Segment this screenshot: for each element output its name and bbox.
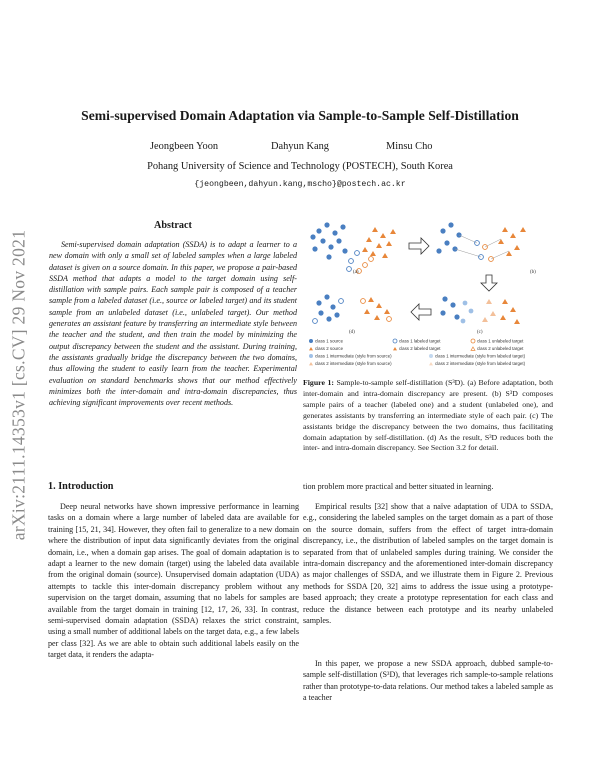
right-column-para-1 — [303, 501, 553, 626]
panel-c — [440, 296, 520, 335]
author-2: Dahyun Kang — [271, 141, 330, 152]
right-para-1: Empirical results [32] show that a naïve adaptation of UDA to SSDA, e.g., considering the labeled samples on the target domain as a part of those on the source domain, suffers from the effect of target intra-domain discrepancy, i.e., the distribution of labeled samples on the target domain is separated from that of unlabeled samples during training. We consider the intra-domain discrepancy and the aforementioned inter-domain discrepancy as major challenges of SSDA, and we illustrate them in Figure 2. Previous methods for SSDA [20, 32] aims to address the issue using a prototype-based approach; they create a prototype representation for each class and reduce the distance between each prototype and its nearby unlabeled samples. — [303, 502, 553, 626]
arxiv-stamp-text: arXiv:2111.14353v1 [cs.CV] 29 Nov 2021 — [8, 229, 29, 541]
right-column-para-2 — [303, 658, 553, 704]
right-para-2: In this paper, we propose a new SSDA approach, dubbed sample-to-sample self-distillation (S³D), that leverages rich sample-to-sample relations rather than prototype-to-data relations. Our method takes a labeled sample as a teacher — [303, 659, 553, 703]
panel-label-a: (a) — [353, 270, 359, 275]
caption-label: Figure 1: — [303, 378, 334, 387]
abstract-body — [49, 239, 297, 408]
right-column-continuation — [303, 481, 553, 492]
legend-item: class 1 intermediate (style from labeled target) — [435, 353, 526, 359]
author-1: Jeongbeen Yoon — [150, 141, 219, 152]
panel-label-d: (d) — [349, 330, 355, 335]
author-3: Minsu Cho — [386, 141, 433, 152]
legend-item: class 2 intermediate (style from labeled target) — [435, 361, 526, 366]
legend-item: class 1 unlabeled target — [477, 338, 524, 344]
intro-text: Deep neural networks have shown impressive performance in learning tasks on a domain where a large number of labeled data are available for training [15, 21, 34]. However, they often fail to generalize to a new domain where the distribution of input data significantly deviates from the original domain, i.e., when a domain gap arises. The goal of domain adaptation is to adapt a learner to the new domain (target) using the labeled data available from the original domain (source). Unsupervised domain adaptation (UDA) attempts to tackle this inter-domain discrepancy problem without any supervision on the target domain, assuming that no labels for samples are available from the target domain in training [12, 17, 26, 33]. In contrast, semi-supervised domain adaptation (SSDA) relaxes the strict constraint, using a small number of additional labels on the target data, e.g., a few labels per class [32]. As we are able to obtain such additional labels easily on the target data, it renders the adapta- — [48, 502, 299, 660]
figure-legend — [309, 339, 526, 366]
panel-b — [436, 222, 536, 275]
arrow-right-icon — [409, 238, 429, 254]
legend-item: class 1 intermediate (style from source) — [315, 353, 392, 359]
panel-label-b: (b) — [530, 270, 536, 275]
arxiv-stamp — [6, 200, 32, 570]
arrow-left-icon — [411, 304, 431, 320]
panel-label-c: (c) — [477, 330, 483, 335]
right-para-0: tion problem more practical and better situated in learning. — [303, 482, 494, 491]
legend-item: class 1 source — [315, 338, 344, 344]
intro-heading: 1. Introduction — [48, 481, 114, 492]
legend-item: class 2 intermediate (style from source) — [315, 361, 392, 366]
paper-title: Semi-supervised Domain Adaptation via Sample-to-Sample Self-Distillation — [81, 108, 519, 123]
legend-item: class 2 source — [315, 346, 344, 351]
abstract-text: Semi-supervised domain adaptation (SSDA) is to adapt a learner to a new domain with only a small set of labeled samples when a large labeled dataset is given on a source domain. In this paper, we propose a pair-based SSDA method that adapts a model to the target domain using self-distillation with sample pairs. Each sample pair is composed of a teacher sample from a labeled dataset (i.e., source or labeled target) and its student sample from an unlabeled dataset (i.e., unlabeled target). Our method generates an assistant feature by transferring an intermediate style between the teacher and the student, and then train the model by minimizing the output discrepancy between the student and the assistant. During training, the assistants gradually bridge the discrepancy between the two domains, thus allowing the student to easily learn from the teacher. Experimental evaluation on standard benchmarks shows that our method effectively minimizes both the inter-domain and intra-domain discrepancies, thus achieving significant improvements over recent methods. — [49, 240, 297, 408]
affiliation: Pohang University of Science and Technology (POSTECH), South Korea — [147, 161, 453, 172]
legend-item: class 1 labeled target — [399, 338, 441, 344]
legend-item: class 2 unlabeled target — [477, 346, 524, 351]
intro-body — [48, 501, 299, 661]
figure-1 — [305, 213, 550, 371]
abstract-heading: Abstract — [154, 220, 192, 231]
legend-item: class 2 labeled target — [399, 346, 441, 351]
panel-d — [313, 294, 392, 335]
author-email[interactable]: {jeongbeen,dahyun.kang,mscho}@postech.ac.kr — [194, 180, 406, 189]
panel-a — [310, 222, 396, 275]
caption-text: Sample-to-sample self-distillation (S³D). (a) Before adaptation, both inter-domain and intra-domain discrepancy are present. (b) S³D composes sample pairs of a teacher (labeled one) and a student (unlabeled one), and generates assistants by transferring an intermediate style of each pair. (c) The assistants bridge the discrepancy between the two domains, thus facilitating domain adaptation by self-distillation. (d) As the result, S³D reduces both the inter- and intra-domain discrepancy. See Section 3.2 for detail. — [303, 378, 554, 453]
arrow-down-icon — [481, 275, 497, 291]
figure-caption — [303, 378, 553, 454]
